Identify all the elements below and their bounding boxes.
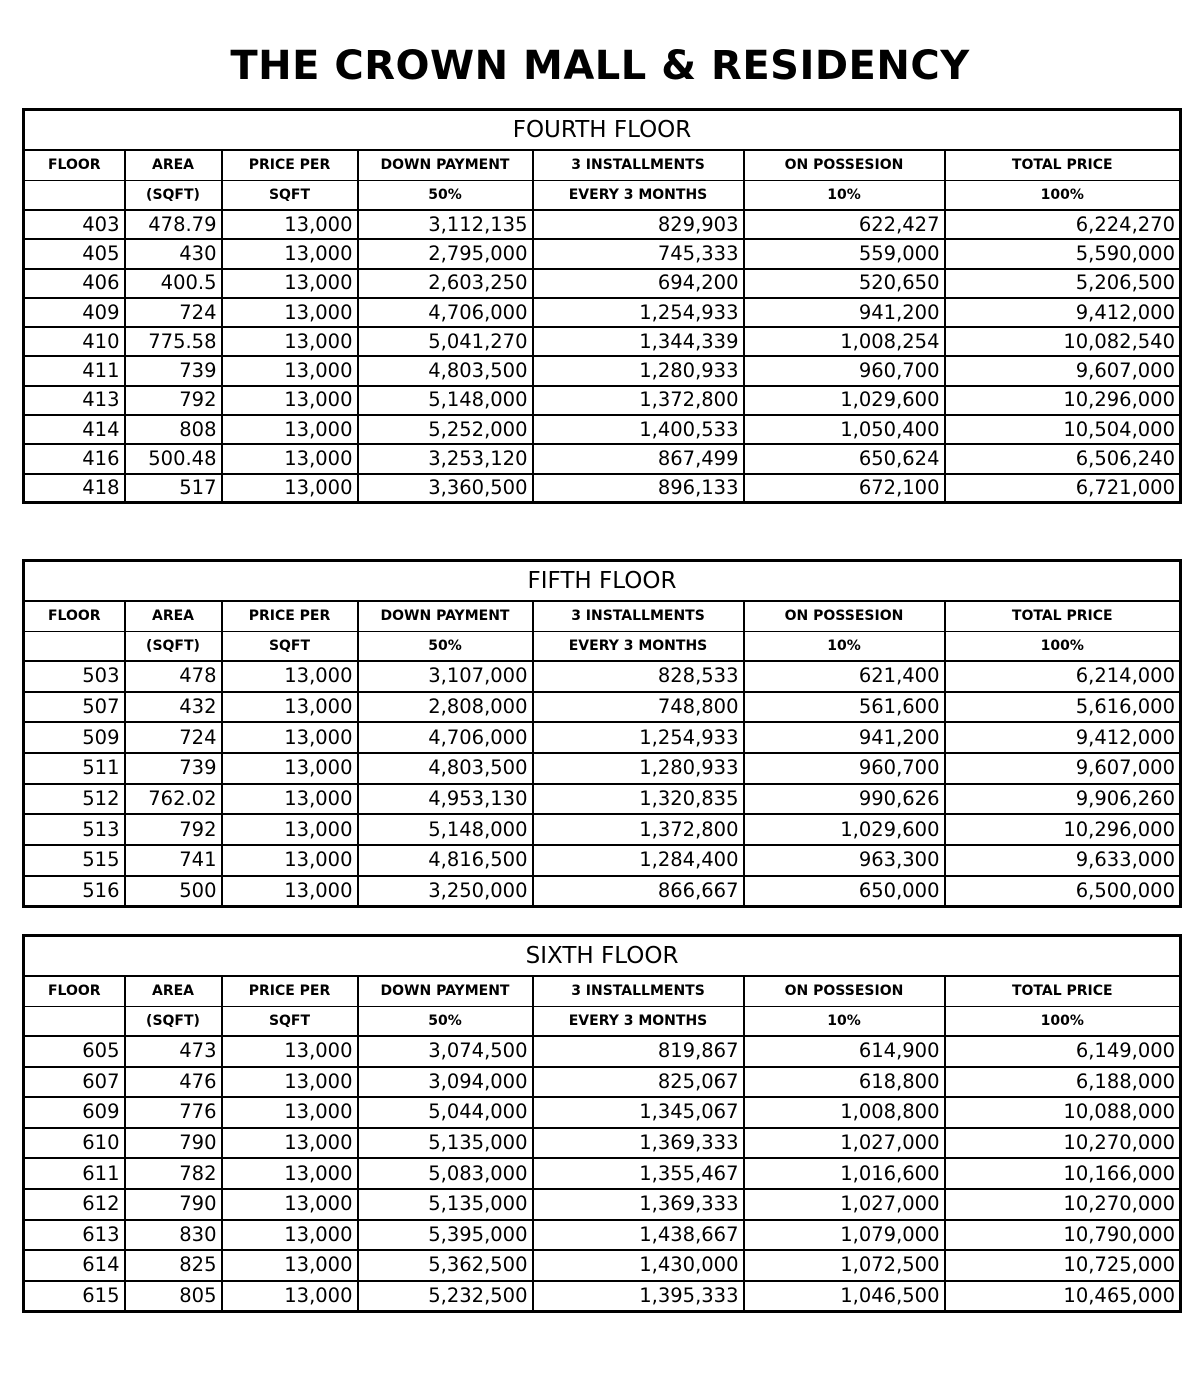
area-cell: 776 [125, 1097, 222, 1128]
floor-cell: 609 [24, 1097, 125, 1128]
down-payment-cell: 5,148,000 [358, 814, 533, 845]
page-title: THE CROWN MALL & RESIDENCY [230, 43, 970, 89]
floor-cell: 613 [24, 1220, 125, 1251]
floor-cell: 511 [24, 753, 125, 784]
column-subheader: 50% [358, 1006, 533, 1036]
table-row [24, 1067, 1181, 1098]
total-price-cell: 5,590,000 [945, 239, 1181, 268]
price-per-sqft-cell: 13,000 [222, 210, 358, 239]
total-price-cell: 9,412,000 [945, 722, 1181, 753]
installments-cell: 1,372,800 [533, 386, 744, 415]
on-possession-cell: 1,027,000 [744, 1189, 945, 1220]
area-cell: 724 [125, 722, 222, 753]
total-price-cell: 6,214,000 [945, 661, 1181, 692]
installments-cell: 1,372,800 [533, 814, 744, 845]
down-payment-cell: 3,094,000 [358, 1067, 533, 1098]
floor-cell: 515 [24, 845, 125, 876]
on-possession-cell: 1,029,600 [744, 386, 945, 415]
area-cell: 808 [125, 415, 222, 444]
down-payment-cell: 3,074,500 [358, 1036, 533, 1067]
area-cell: 432 [125, 692, 222, 723]
down-payment-cell: 5,252,000 [358, 415, 533, 444]
total-price-cell: 5,206,500 [945, 269, 1181, 298]
total-price-cell: 10,296,000 [945, 814, 1181, 845]
area-cell: 473 [125, 1036, 222, 1067]
total-price-cell: 10,504,000 [945, 415, 1181, 444]
table-row [24, 298, 1181, 327]
area-cell: 517 [125, 474, 222, 503]
column-header: AREA [125, 601, 222, 631]
total-price-cell: 10,270,000 [945, 1128, 1181, 1159]
down-payment-cell: 3,250,000 [358, 876, 533, 907]
on-possession-cell: 622,427 [744, 210, 945, 239]
table-row [24, 1097, 1181, 1128]
area-cell: 476 [125, 1067, 222, 1098]
down-payment-cell: 5,395,000 [358, 1220, 533, 1251]
on-possession-cell: 520,650 [744, 269, 945, 298]
down-payment-cell: 5,148,000 [358, 386, 533, 415]
column-subheader: SQFT [222, 180, 358, 210]
column-header: 3 INSTALLMENTS [533, 976, 744, 1006]
price-per-sqft-cell: 13,000 [222, 327, 358, 356]
area-cell: 825 [125, 1250, 222, 1281]
column-subheader: 50% [358, 180, 533, 210]
installments-cell: 1,254,933 [533, 722, 744, 753]
installments-cell: 896,133 [533, 474, 744, 503]
on-possession-cell: 650,624 [744, 444, 945, 473]
table-row [24, 753, 1181, 784]
floor-cell: 509 [24, 722, 125, 753]
column-header: 3 INSTALLMENTS [533, 601, 744, 631]
area-cell: 830 [125, 1220, 222, 1251]
area-cell: 805 [125, 1281, 222, 1312]
floor-cell: 416 [24, 444, 125, 473]
down-payment-cell: 2,795,000 [358, 239, 533, 268]
area-cell: 790 [125, 1128, 222, 1159]
column-header: TOTAL PRICE [945, 601, 1181, 631]
price-per-sqft-cell: 13,000 [222, 386, 358, 415]
table-row [24, 1036, 1181, 1067]
area-cell: 500 [125, 876, 222, 907]
column-subheader [24, 631, 125, 661]
column-subheader: 10% [744, 180, 945, 210]
table-row [24, 386, 1181, 415]
price-per-sqft-cell: 13,000 [222, 1128, 358, 1159]
column-subheader: EVERY 3 MONTHS [533, 1006, 744, 1036]
installments-cell: 1,395,333 [533, 1281, 744, 1312]
table-row [24, 876, 1181, 907]
total-price-cell: 6,149,000 [945, 1036, 1181, 1067]
installments-cell: 819,867 [533, 1036, 744, 1067]
price-per-sqft-cell: 13,000 [222, 356, 358, 385]
on-possession-cell: 1,072,500 [744, 1250, 945, 1281]
column-header: PRICE PER [222, 601, 358, 631]
installments-cell: 828,533 [533, 661, 744, 692]
table-row [24, 692, 1181, 723]
table-row [24, 1189, 1181, 1220]
table-row [24, 415, 1181, 444]
column-subheader: SQFT [222, 631, 358, 661]
installments-cell: 1,284,400 [533, 845, 744, 876]
total-price-cell: 6,500,000 [945, 876, 1181, 907]
price-per-sqft-cell: 13,000 [222, 1036, 358, 1067]
total-price-cell: 6,224,270 [945, 210, 1181, 239]
floor-table-section [22, 934, 1179, 1313]
total-price-cell: 6,506,240 [945, 444, 1181, 473]
on-possession-cell: 1,029,600 [744, 814, 945, 845]
column-subheader: 10% [744, 631, 945, 661]
price-per-sqft-cell: 13,000 [222, 1158, 358, 1189]
down-payment-cell: 5,135,000 [358, 1128, 533, 1159]
on-possession-cell: 963,300 [744, 845, 945, 876]
down-payment-cell: 4,706,000 [358, 298, 533, 327]
on-possession-cell: 1,016,600 [744, 1158, 945, 1189]
price-per-sqft-cell: 13,000 [222, 474, 358, 503]
on-possession-cell: 618,800 [744, 1067, 945, 1098]
table-row [24, 444, 1181, 473]
on-possession-cell: 1,050,400 [744, 415, 945, 444]
area-cell: 782 [125, 1158, 222, 1189]
down-payment-cell: 5,362,500 [358, 1250, 533, 1281]
down-payment-cell: 4,953,130 [358, 784, 533, 815]
price-per-sqft-cell: 13,000 [222, 239, 358, 268]
total-price-cell: 6,188,000 [945, 1067, 1181, 1098]
area-cell: 500.48 [125, 444, 222, 473]
column-header: TOTAL PRICE [945, 150, 1181, 180]
floor-section-title: SIXTH FLOOR [24, 936, 1181, 977]
table-row [24, 327, 1181, 356]
table-row [24, 1128, 1181, 1159]
floor-table-section [22, 559, 1179, 908]
floor-cell: 512 [24, 784, 125, 815]
area-cell: 775.58 [125, 327, 222, 356]
column-header: PRICE PER [222, 976, 358, 1006]
installments-cell: 1,344,339 [533, 327, 744, 356]
floor-cell: 614 [24, 1250, 125, 1281]
column-subheader [24, 1006, 125, 1036]
price-table [22, 559, 1182, 908]
column-subheader: 100% [945, 631, 1181, 661]
total-price-cell: 10,725,000 [945, 1250, 1181, 1281]
area-cell: 792 [125, 814, 222, 845]
on-possession-cell: 1,008,800 [744, 1097, 945, 1128]
down-payment-cell: 3,253,120 [358, 444, 533, 473]
on-possession-cell: 559,000 [744, 239, 945, 268]
price-per-sqft-cell: 13,000 [222, 876, 358, 907]
floor-cell: 610 [24, 1128, 125, 1159]
price-per-sqft-cell: 13,000 [222, 444, 358, 473]
floor-section-title: FOURTH FLOOR [24, 110, 1181, 151]
installments-cell: 1,369,333 [533, 1189, 744, 1220]
floor-cell: 414 [24, 415, 125, 444]
table-row [24, 1220, 1181, 1251]
installments-cell: 1,254,933 [533, 298, 744, 327]
floor-cell: 516 [24, 876, 125, 907]
price-per-sqft-cell: 13,000 [222, 692, 358, 723]
down-payment-cell: 5,232,500 [358, 1281, 533, 1312]
column-header: ON POSSESION [744, 150, 945, 180]
price-per-sqft-cell: 13,000 [222, 784, 358, 815]
area-cell: 741 [125, 845, 222, 876]
area-cell: 762.02 [125, 784, 222, 815]
price-per-sqft-cell: 13,000 [222, 298, 358, 327]
table-row [24, 722, 1181, 753]
installments-cell: 1,438,667 [533, 1220, 744, 1251]
area-cell: 400.5 [125, 269, 222, 298]
installments-cell: 1,400,533 [533, 415, 744, 444]
floor-cell: 612 [24, 1189, 125, 1220]
total-price-cell: 10,270,000 [945, 1189, 1181, 1220]
down-payment-cell: 4,816,500 [358, 845, 533, 876]
area-cell: 739 [125, 753, 222, 784]
installments-cell: 1,320,835 [533, 784, 744, 815]
on-possession-cell: 1,027,000 [744, 1128, 945, 1159]
price-per-sqft-cell: 13,000 [222, 269, 358, 298]
installments-cell: 1,280,933 [533, 753, 744, 784]
on-possession-cell: 960,700 [744, 753, 945, 784]
total-price-cell: 6,721,000 [945, 474, 1181, 503]
down-payment-cell: 5,044,000 [358, 1097, 533, 1128]
down-payment-cell: 5,083,000 [358, 1158, 533, 1189]
floor-cell: 410 [24, 327, 125, 356]
on-possession-cell: 990,626 [744, 784, 945, 815]
installments-cell: 829,903 [533, 210, 744, 239]
floor-cell: 411 [24, 356, 125, 385]
price-per-sqft-cell: 13,000 [222, 1250, 358, 1281]
installments-cell: 866,667 [533, 876, 744, 907]
floor-cell: 605 [24, 1036, 125, 1067]
table-row [24, 1158, 1181, 1189]
column-header: DOWN PAYMENT [358, 150, 533, 180]
price-per-sqft-cell: 13,000 [222, 661, 358, 692]
table-row [24, 1281, 1181, 1312]
down-payment-cell: 5,041,270 [358, 327, 533, 356]
down-payment-cell: 2,603,250 [358, 269, 533, 298]
area-cell: 478.79 [125, 210, 222, 239]
column-subheader: EVERY 3 MONTHS [533, 631, 744, 661]
floor-cell: 413 [24, 386, 125, 415]
price-per-sqft-cell: 13,000 [222, 753, 358, 784]
column-subheader: (SQFT) [125, 1006, 222, 1036]
installments-cell: 1,345,067 [533, 1097, 744, 1128]
floor-cell: 405 [24, 239, 125, 268]
price-per-sqft-cell: 13,000 [222, 1281, 358, 1312]
on-possession-cell: 960,700 [744, 356, 945, 385]
column-header: FLOOR [24, 601, 125, 631]
total-price-cell: 10,082,540 [945, 327, 1181, 356]
price-per-sqft-cell: 13,000 [222, 415, 358, 444]
floor-table-section [22, 108, 1179, 504]
total-price-cell: 9,412,000 [945, 298, 1181, 327]
column-header: ON POSSESION [744, 601, 945, 631]
floor-cell: 409 [24, 298, 125, 327]
price-per-sqft-cell: 13,000 [222, 845, 358, 876]
column-header: ON POSSESION [744, 976, 945, 1006]
floor-cell: 611 [24, 1158, 125, 1189]
installments-cell: 1,430,000 [533, 1250, 744, 1281]
table-row [24, 845, 1181, 876]
installments-cell: 1,355,467 [533, 1158, 744, 1189]
on-possession-cell: 614,900 [744, 1036, 945, 1067]
total-price-cell: 10,088,000 [945, 1097, 1181, 1128]
price-per-sqft-cell: 13,000 [222, 814, 358, 845]
table-row [24, 661, 1181, 692]
floor-cell: 607 [24, 1067, 125, 1098]
column-header: FLOOR [24, 976, 125, 1006]
floor-cell: 418 [24, 474, 125, 503]
installments-cell: 1,369,333 [533, 1128, 744, 1159]
column-header: DOWN PAYMENT [358, 976, 533, 1006]
column-subheader: 100% [945, 180, 1181, 210]
table-row [24, 356, 1181, 385]
table-row [24, 269, 1181, 298]
floor-section-title: FIFTH FLOOR [24, 561, 1181, 602]
column-header: AREA [125, 150, 222, 180]
area-cell: 792 [125, 386, 222, 415]
column-header: 3 INSTALLMENTS [533, 150, 744, 180]
price-table [22, 108, 1182, 504]
installments-cell: 825,067 [533, 1067, 744, 1098]
on-possession-cell: 621,400 [744, 661, 945, 692]
column-subheader: EVERY 3 MONTHS [533, 180, 744, 210]
down-payment-cell: 3,360,500 [358, 474, 533, 503]
column-subheader: (SQFT) [125, 631, 222, 661]
on-possession-cell: 941,200 [744, 298, 945, 327]
on-possession-cell: 672,100 [744, 474, 945, 503]
total-price-cell: 10,166,000 [945, 1158, 1181, 1189]
column-subheader: 100% [945, 1006, 1181, 1036]
price-per-sqft-cell: 13,000 [222, 1220, 358, 1251]
column-subheader: (SQFT) [125, 180, 222, 210]
floor-cell: 503 [24, 661, 125, 692]
column-header: AREA [125, 976, 222, 1006]
table-row [24, 1250, 1181, 1281]
total-price-cell: 9,607,000 [945, 753, 1181, 784]
price-per-sqft-cell: 13,000 [222, 1097, 358, 1128]
price-per-sqft-cell: 13,000 [222, 722, 358, 753]
price-table [22, 934, 1182, 1313]
table-row [24, 210, 1181, 239]
column-header: DOWN PAYMENT [358, 601, 533, 631]
area-cell: 790 [125, 1189, 222, 1220]
table-row [24, 239, 1181, 268]
area-cell: 430 [125, 239, 222, 268]
installments-cell: 867,499 [533, 444, 744, 473]
installments-cell: 748,800 [533, 692, 744, 723]
area-cell: 724 [125, 298, 222, 327]
installments-cell: 1,280,933 [533, 356, 744, 385]
on-possession-cell: 1,079,000 [744, 1220, 945, 1251]
down-payment-cell: 4,803,500 [358, 356, 533, 385]
table-row [24, 814, 1181, 845]
price-per-sqft-cell: 13,000 [222, 1189, 358, 1220]
floor-cell: 513 [24, 814, 125, 845]
table-row [24, 784, 1181, 815]
down-payment-cell: 5,135,000 [358, 1189, 533, 1220]
down-payment-cell: 3,112,135 [358, 210, 533, 239]
column-header: PRICE PER [222, 150, 358, 180]
total-price-cell: 10,465,000 [945, 1281, 1181, 1312]
column-header: TOTAL PRICE [945, 976, 1181, 1006]
on-possession-cell: 650,000 [744, 876, 945, 907]
down-payment-cell: 4,803,500 [358, 753, 533, 784]
down-payment-cell: 4,706,000 [358, 722, 533, 753]
area-cell: 739 [125, 356, 222, 385]
total-price-cell: 9,633,000 [945, 845, 1181, 876]
total-price-cell: 10,296,000 [945, 386, 1181, 415]
table-row [24, 474, 1181, 503]
column-subheader: 50% [358, 631, 533, 661]
total-price-cell: 10,790,000 [945, 1220, 1181, 1251]
total-price-cell: 9,607,000 [945, 356, 1181, 385]
floor-cell: 403 [24, 210, 125, 239]
down-payment-cell: 2,808,000 [358, 692, 533, 723]
floor-cell: 615 [24, 1281, 125, 1312]
floor-cell: 507 [24, 692, 125, 723]
total-price-cell: 5,616,000 [945, 692, 1181, 723]
on-possession-cell: 561,600 [744, 692, 945, 723]
column-header: FLOOR [24, 150, 125, 180]
installments-cell: 745,333 [533, 239, 744, 268]
total-price-cell: 9,906,260 [945, 784, 1181, 815]
floor-cell: 406 [24, 269, 125, 298]
installments-cell: 694,200 [533, 269, 744, 298]
on-possession-cell: 1,046,500 [744, 1281, 945, 1312]
column-subheader: SQFT [222, 1006, 358, 1036]
down-payment-cell: 3,107,000 [358, 661, 533, 692]
column-subheader [24, 180, 125, 210]
on-possession-cell: 941,200 [744, 722, 945, 753]
on-possession-cell: 1,008,254 [744, 327, 945, 356]
price-per-sqft-cell: 13,000 [222, 1067, 358, 1098]
area-cell: 478 [125, 661, 222, 692]
column-subheader: 10% [744, 1006, 945, 1036]
